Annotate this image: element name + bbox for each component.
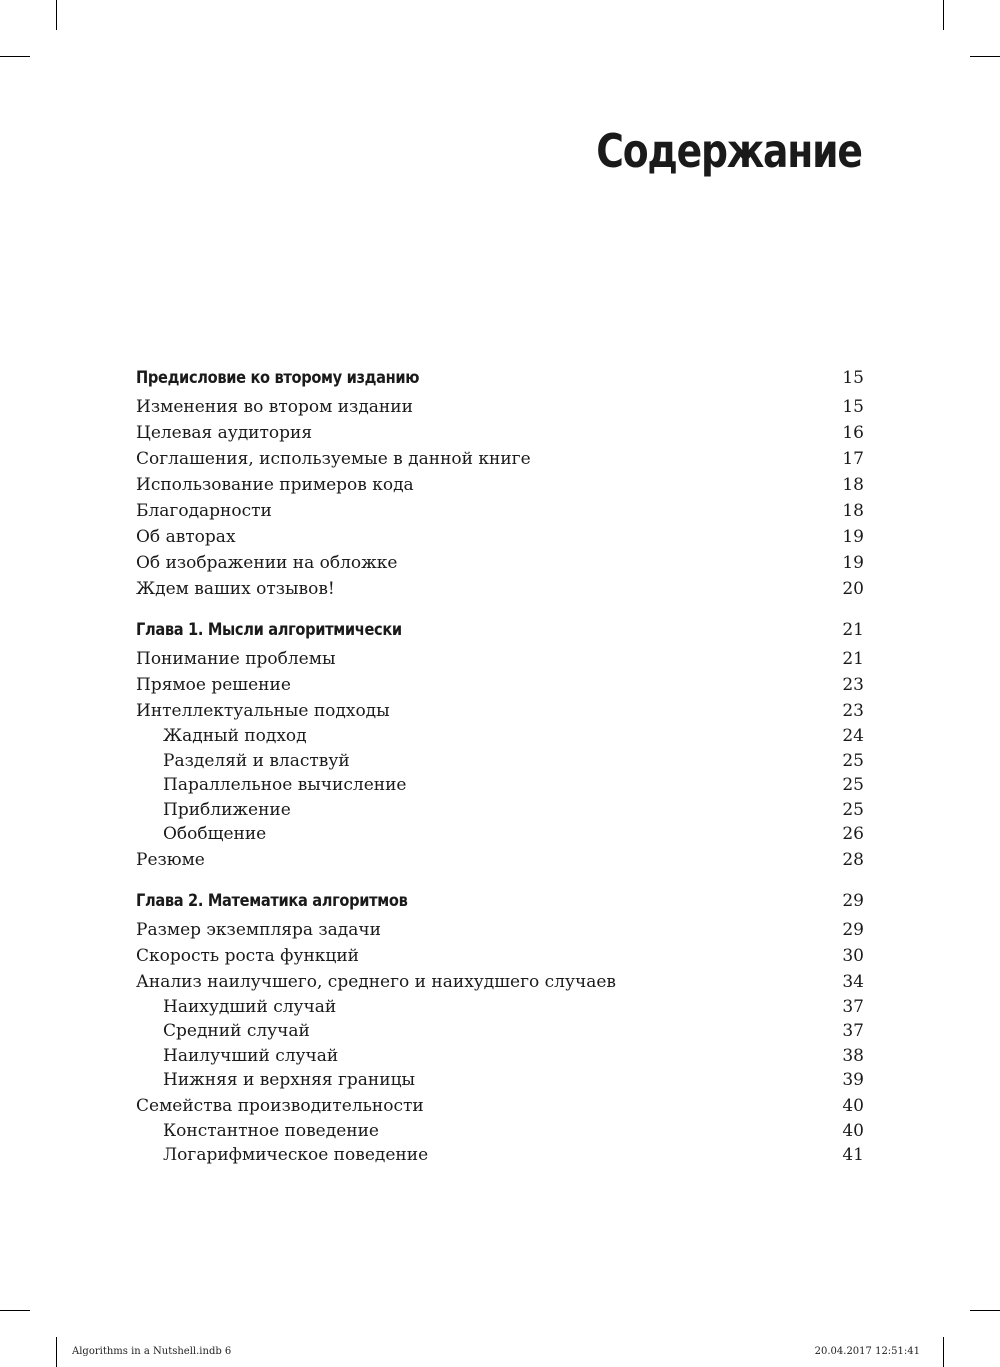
toc-entry-title: Анализ наилучшего, среднего и наихудшего случаев bbox=[136, 971, 616, 992]
toc-page-number: 26 bbox=[842, 824, 864, 844]
toc-section-row[interactable] bbox=[136, 698, 864, 724]
toc-page-number: 19 bbox=[842, 553, 864, 573]
toc-section-row[interactable] bbox=[136, 847, 864, 873]
toc-chapter-row[interactable] bbox=[136, 885, 864, 917]
toc-page-number: 25 bbox=[842, 799, 864, 820]
toc-subsection-row[interactable] bbox=[136, 995, 864, 1020]
toc-subsection-row[interactable] bbox=[136, 724, 864, 749]
crop-mark bbox=[56, 1337, 57, 1367]
toc-entry-title: Глава 2. Математика алгоритмов bbox=[136, 890, 408, 911]
toc-entry-title: Благодарности bbox=[136, 501, 272, 521]
toc-entry-title: Глава 1. Мысли алгоритмически bbox=[136, 620, 402, 640]
toc-entry-title: Целевая аудитория bbox=[136, 423, 313, 443]
toc-page-number: 23 bbox=[842, 701, 864, 721]
toc-entry-title: Интеллектуальные подходы bbox=[136, 701, 390, 721]
toc-entry-title: Прямое решение bbox=[136, 675, 291, 695]
toc-section-row[interactable] bbox=[136, 394, 864, 420]
toc-page-number: 18 bbox=[842, 475, 864, 495]
toc-entry-title: Наилучший случай bbox=[163, 1045, 339, 1066]
section-gap bbox=[136, 602, 864, 614]
toc-entry-title: Наихудший случай bbox=[163, 996, 337, 1017]
toc-page-number: 29 bbox=[842, 890, 864, 911]
toc-section-row[interactable] bbox=[136, 917, 864, 943]
toc-section-row[interactable] bbox=[136, 943, 864, 969]
toc-entry-title: Понимание проблемы bbox=[136, 649, 336, 669]
toc-entry-title: Жадный подход bbox=[163, 726, 307, 746]
toc-entry-title: Параллельное вычисление bbox=[163, 775, 407, 795]
toc-page-number: 18 bbox=[842, 501, 864, 521]
toc-section-row[interactable] bbox=[136, 446, 864, 472]
toc-page-number: 40 bbox=[842, 1120, 864, 1141]
toc-entry-title: Использование примеров кода bbox=[136, 475, 414, 495]
toc-section-row[interactable] bbox=[136, 576, 864, 602]
toc-page-number: 15 bbox=[842, 397, 864, 417]
footer-timestamp: 20.04.2017 12:51:41 bbox=[814, 1346, 920, 1357]
toc-section-row[interactable] bbox=[136, 646, 864, 672]
toc-page-number: 39 bbox=[842, 1070, 864, 1090]
crop-mark bbox=[56, 0, 57, 30]
toc-page-number: 29 bbox=[842, 919, 864, 940]
toc-chapter-row[interactable] bbox=[136, 362, 864, 394]
crop-mark bbox=[0, 1310, 30, 1311]
toc-subsection-row[interactable] bbox=[136, 1143, 864, 1168]
toc-page-number: 20 bbox=[842, 579, 864, 599]
crop-mark bbox=[943, 0, 944, 30]
toc-entry-title: Изменения во втором издании bbox=[136, 397, 413, 417]
toc-entry-title: Скорость роста функций bbox=[136, 945, 360, 966]
toc-section-row[interactable] bbox=[136, 472, 864, 498]
toc-section-row[interactable] bbox=[136, 672, 864, 698]
toc-page-number: 34 bbox=[842, 971, 864, 992]
toc-subsection-row[interactable] bbox=[136, 1044, 864, 1069]
toc-subsection-row[interactable] bbox=[136, 798, 864, 823]
toc-entry-title: Ждем ваших отзывов! bbox=[136, 579, 335, 599]
toc-page-number: 21 bbox=[842, 620, 864, 640]
table-of-contents bbox=[136, 362, 864, 1168]
toc-entry-title: Об изображении на обложке bbox=[136, 553, 398, 573]
toc-page-number: 37 bbox=[842, 1021, 864, 1041]
toc-subsection-row[interactable] bbox=[136, 1119, 864, 1144]
page-title: Содержание bbox=[596, 124, 862, 178]
toc-page-number: 19 bbox=[842, 527, 864, 547]
toc-entry-title: Соглашения, используемые в данной книге bbox=[136, 449, 531, 469]
toc-subsection-row[interactable] bbox=[136, 822, 864, 847]
toc-entry-title: Об авторах bbox=[136, 527, 236, 547]
toc-page-number: 28 bbox=[842, 849, 864, 870]
toc-page-number: 30 bbox=[842, 945, 864, 966]
toc-section-row[interactable] bbox=[136, 550, 864, 576]
toc-page-number: 16 bbox=[842, 423, 864, 443]
crop-mark bbox=[943, 1337, 944, 1367]
crop-mark bbox=[970, 1310, 1000, 1311]
footer-file-info: Algorithms in a Nutshell.indb 6 bbox=[72, 1346, 232, 1357]
toc-page-number: 40 bbox=[842, 1095, 864, 1116]
toc-page-number: 17 bbox=[842, 449, 864, 469]
toc-chapter-row[interactable] bbox=[136, 614, 864, 646]
toc-entry-title: Средний случай bbox=[163, 1021, 310, 1041]
toc-subsection-row[interactable] bbox=[136, 1019, 864, 1044]
toc-page-number: 15 bbox=[842, 368, 864, 388]
toc-page-number: 41 bbox=[842, 1145, 864, 1165]
toc-page-number: 23 bbox=[842, 675, 864, 695]
toc-page-number: 24 bbox=[842, 726, 864, 746]
section-gap bbox=[136, 873, 864, 885]
toc-entry-title: Разделяй и властвуй bbox=[163, 750, 350, 771]
toc-entry-title: Семейства производительности bbox=[136, 1095, 424, 1116]
toc-page-number: 38 bbox=[842, 1045, 864, 1066]
toc-entry-title: Логарифмическое поведение bbox=[163, 1145, 429, 1165]
toc-page-number: 21 bbox=[842, 649, 864, 669]
toc-subsection-row[interactable] bbox=[136, 749, 864, 774]
toc-page-number: 25 bbox=[842, 775, 864, 795]
toc-entry-title: Обобщение bbox=[163, 824, 267, 844]
toc-entry-title: Предисловие ко второму изданию bbox=[136, 368, 420, 388]
toc-section-row[interactable] bbox=[136, 420, 864, 446]
toc-section-row[interactable] bbox=[136, 498, 864, 524]
toc-entry-title: Приближение bbox=[163, 799, 291, 820]
toc-entry-title: Константное поведение bbox=[163, 1120, 379, 1141]
toc-section-row[interactable] bbox=[136, 524, 864, 550]
toc-entry-title: Размер экземпляра задачи bbox=[136, 919, 381, 940]
toc-page-number: 37 bbox=[842, 996, 864, 1017]
toc-entry-title: Резюме bbox=[136, 849, 205, 870]
toc-subsection-row[interactable] bbox=[136, 1068, 864, 1093]
toc-section-row[interactable] bbox=[136, 969, 864, 995]
toc-entry-title: Нижняя и верхняя границы bbox=[163, 1070, 416, 1090]
toc-page-number: 25 bbox=[842, 750, 864, 771]
crop-mark bbox=[0, 56, 30, 57]
toc-section-row[interactable] bbox=[136, 1093, 864, 1119]
toc-subsection-row[interactable] bbox=[136, 773, 864, 798]
crop-mark bbox=[970, 56, 1000, 57]
